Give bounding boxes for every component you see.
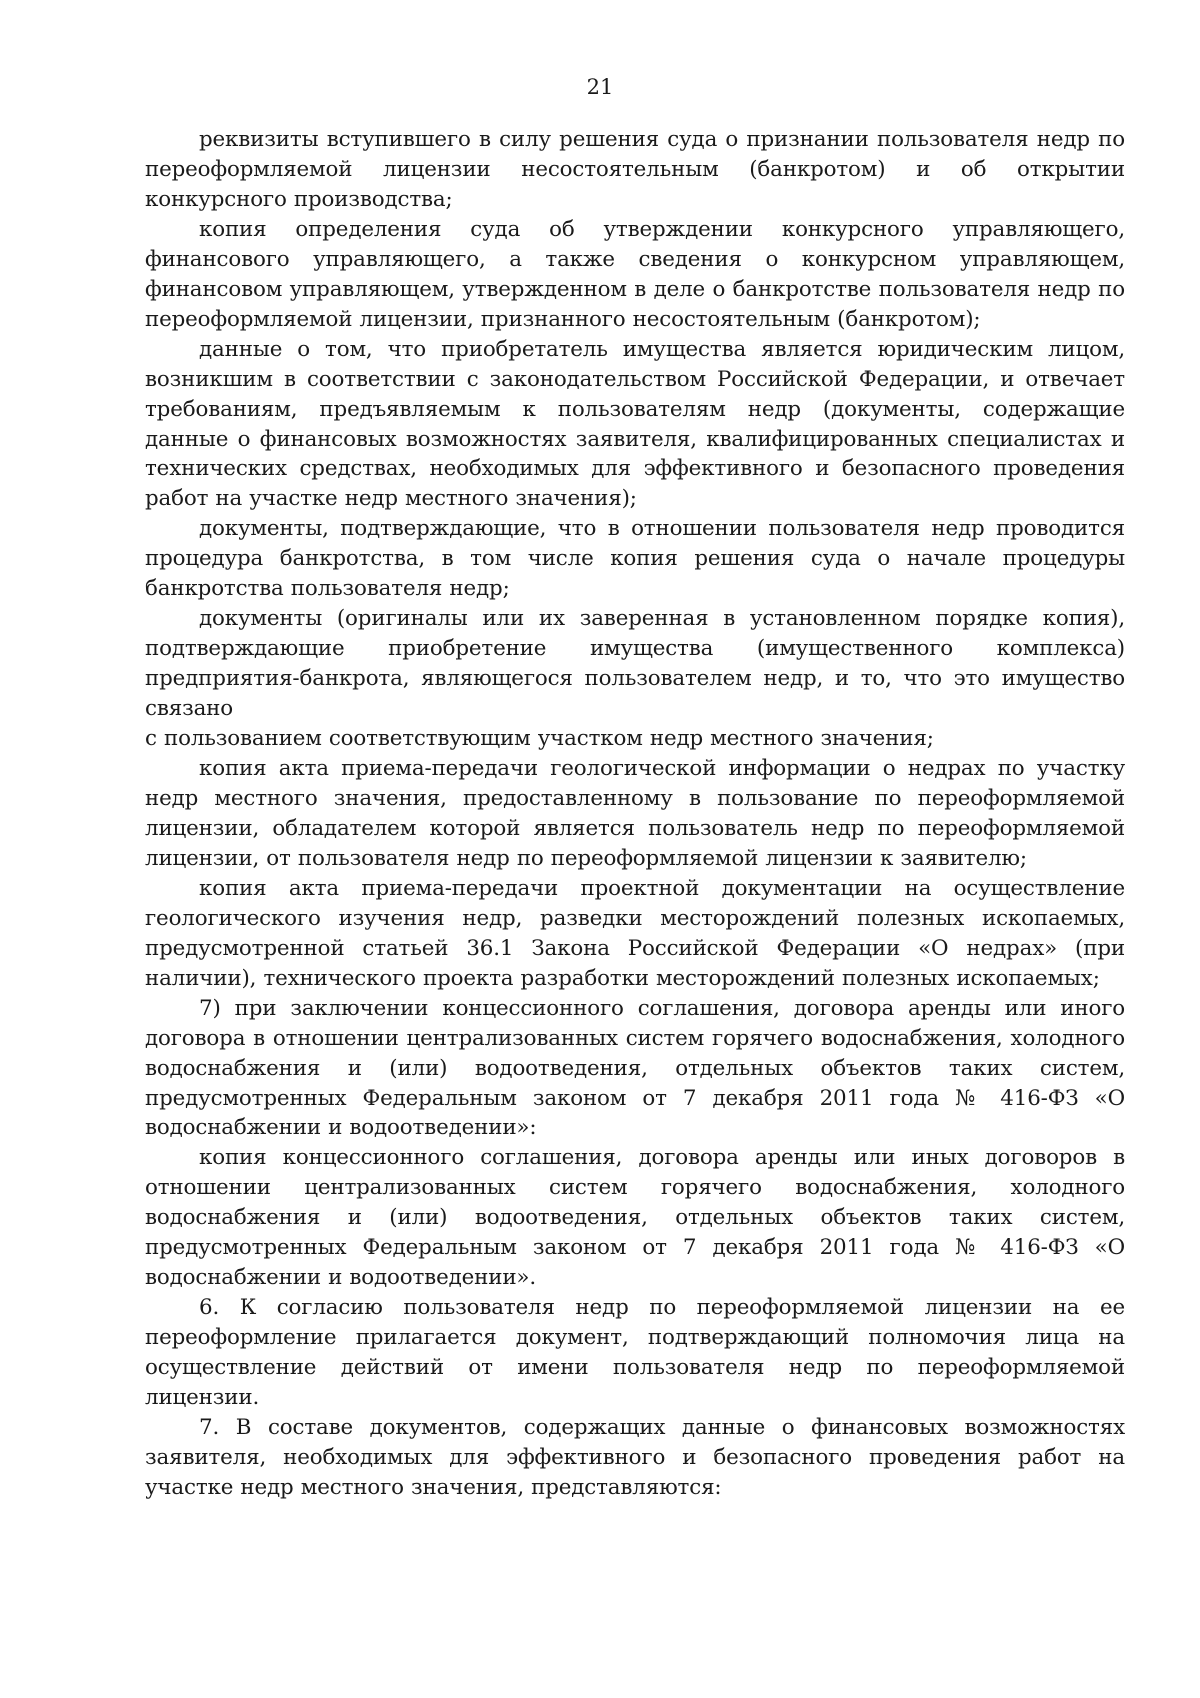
paragraph-section-7-financial-documents: 7. В составе документов, содержащих данные о финансовых возможностях заявителя, необходимых для эффективного и безопасного проведения работ на участке недр местного значения, представляются: — [145, 1414, 1125, 1500]
paragraph-project-documentation-transfer-act: копия акта приема-передачи проектной документации на осуществление геологического изучения недр, разведки месторождений полезных ископаемых, предусмотренной статьей 36.1 Закона Российской Федерации «О недрах» (при наличии), технического проекта разработки месторождений полезных ископаемых; — [145, 875, 1125, 991]
paragraph-concession-agreement-copy: копия концессионного соглашения, договора аренды или иных договоров в отношении централизованных систем горячего водоснабжения, холодного водоснабжения и (или) водоотведения, отдельных объектов таких систем, предусмотренных Федеральным законом от 7 декабря 2011 года № 416-ФЗ «О водоснабжении и водоотведении». — [145, 1145, 1125, 1291]
paragraph-section-6-authority-document: 6. К согласию пользователя недр по переоформляемой лицензии на ее переоформление прилагается документ, подтверждающий полномочия лица на осуществление действий от имени пользователя недр по переоформляемой лицензии. — [145, 1295, 1125, 1411]
paragraph-property-acquisition-continuation: с пользованием соответствующим участком недр местного значения; — [145, 726, 934, 752]
paragraph-manager-appointment-copy: копия определения суда об утверждении конкурсного управляющего, финансового управляющего, а также сведения о конкурсном управляющем, финансовом управляющем, утвержденном в деле о банкротстве пользователя недр по переоформляемой лицензии, признанного несостоятельным (банкротом); — [145, 216, 1125, 332]
paragraph-bankruptcy-decision-details: реквизиты вступившего в силу решения суда о признании пользователя недр по переоформляемой лицензии несостоятельным (банкротом) и об открытии конкурсного производства; — [145, 127, 1125, 212]
paragraph-geological-information-transfer-act: копия акта приема-передачи геологической информации о недрах по участку недр местного значения, предоставленному в пользование по переоформляемой лицензии, обладателем которой является пользователь недр по переоформляемой лицензии, от пользователя недр по переоформляемой лицензии к заявителю; — [145, 756, 1125, 871]
paragraph-property-acquisition-documents: документы (оригиналы или их заверенная в установленном порядке копия), подтверждающие приобретение имущества (имущественного комплекса) предприятия-банкрота, являющегося пользователем недр, и то, что это имущество связано — [145, 606, 1125, 722]
page-number: 21 — [586, 75, 614, 99]
paragraph-item-7-concession-agreement: 7) при заключении концессионного соглашения, договора аренды или иного договора в отношении централизованных систем горячего водоснабжения, холодного водоснабжения и (или) водоотведения, отдельных объектов таких систем, предусмотренных Федеральным законом от 7 декабря 2011 года № 416-ФЗ «О водоснабжении и водоотведении»: — [145, 995, 1125, 1141]
paragraph-bankruptcy-procedure-documents: документы, подтверждающие, что в отношении пользователя недр проводится процедура банкротства, в том числе копия решения суда о начале процедуры банкротства пользователя недр; — [145, 516, 1125, 602]
document-body — [145, 125, 1125, 1503]
paragraph-acquirer-legal-entity-data: данные о том, что приобретатель имущества является юридическим лицом, возникшим в соответствии с законодательством Российской Федерации, и отвечает требованиям, предъявляемым к пользователям недр (документы, содержащие данные о финансовых возможностях заявителя, квалифицированных специалистах и технических средствах, необходимых для эффективного и безопасного проведения работ на участке недр местного значения); — [145, 336, 1125, 512]
